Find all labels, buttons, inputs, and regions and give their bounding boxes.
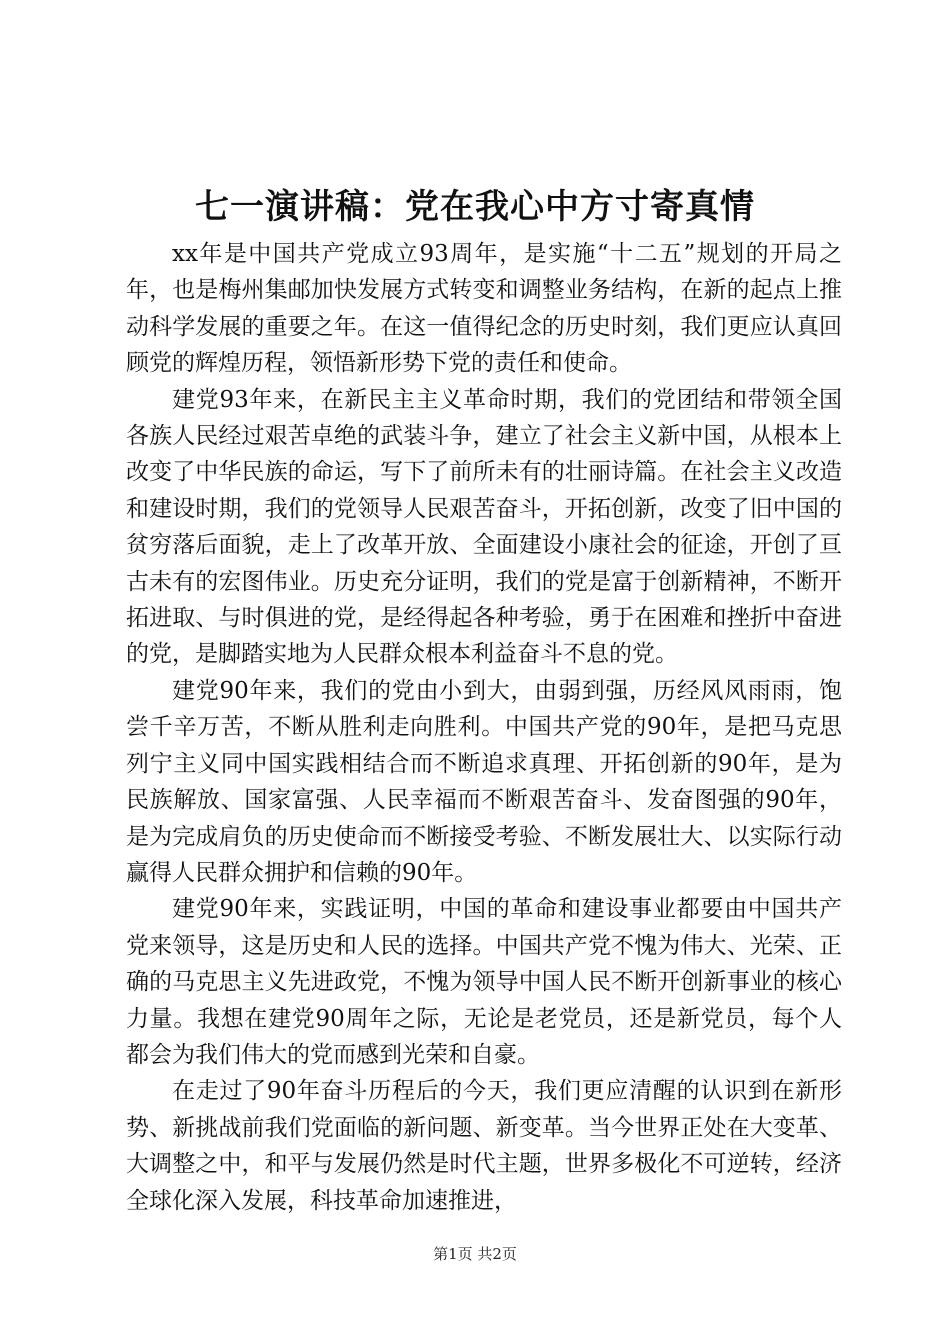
paragraph-1: xx年是中国共产党成立93周年，是实施“十二五”规划的开局之年，也是梅州集邮加快发展方式转变和调整业务结构，在新的起点上推动科学发展的重要之年。在这一值得纪念的历史时刻，我们更应认真回顾党的辉煌历程，领悟新形势下党的责任和使命。 [126, 241, 842, 377]
page-footer: 第1页 共2页 [433, 1245, 517, 1263]
document-body [126, 236, 842, 1219]
document-title: 七一演讲稿：党在我心中方寸寄真情 [195, 187, 755, 227]
paragraph-2: 建党93年来，在新民主主义革命时期，我们的党团结和带领全国各族人民经过艰苦卓绝的武装斗争，建立了社会主义新中国，从根本上改变了中华民族的命运，写下了前所未有的壮丽诗篇。在社会主义改造和建设时期，我们的党领导人民艰苦奋斗，开拓创新，改变了旧中国的贫穷落后面貌，走上了改革开放、全面建设小康社会的征途，开创了亘古未有的宏图伟业。历史充分证明，我们的党是富于创新精神，不断开拓进取、与时俱进的党，是经得起各种考验，勇于在困难和挫折中奋进的党，是脚踏实地为人民群众根本利益奋斗不息的党。 [126, 386, 842, 668]
paragraph-3: 建党90年来，我们的党由小到大，由弱到强，历经风风雨雨，饱尝千辛万苦，不断从胜利走向胜利。中国共产党的90年，是把马克思列宁主义同中国实践相结合而不断追求真理、开拓创新的90年，是为民族解放、国家富强、人民幸福而不断艰苦奋斗、发奋图强的90年，是为完成肩负的历史使命而不断接受考验、不断发展壮大、以实际行动赢得人民群众拥护和信赖的90年。 [126, 677, 842, 886]
paragraph-5: 在走过了90年奋斗历程后的今天，我们更应清醒的认识到在新形势、新挑战前我们党面临的新问题、新变革。当今世界正处在大变革、大调整之中，和平与发展仍然是时代主题，世界多极化不可逆转，经济全球化深入发展，科技革命加速推进， [126, 1078, 842, 1214]
paragraph-4: 建党90年来，实践证明，中国的革命和建设事业都要由中国共产党来领导，这是历史和人民的选择。中国共产党不愧为伟大、光荣、正确的马克思主义先进政党，不愧为领导中国人民不断开创新事业的核心力量。我想在建党90周年之际，无论是老党员，还是新党员，每个人都会为我们伟大的党而感到光荣和自豪。 [126, 896, 842, 1068]
